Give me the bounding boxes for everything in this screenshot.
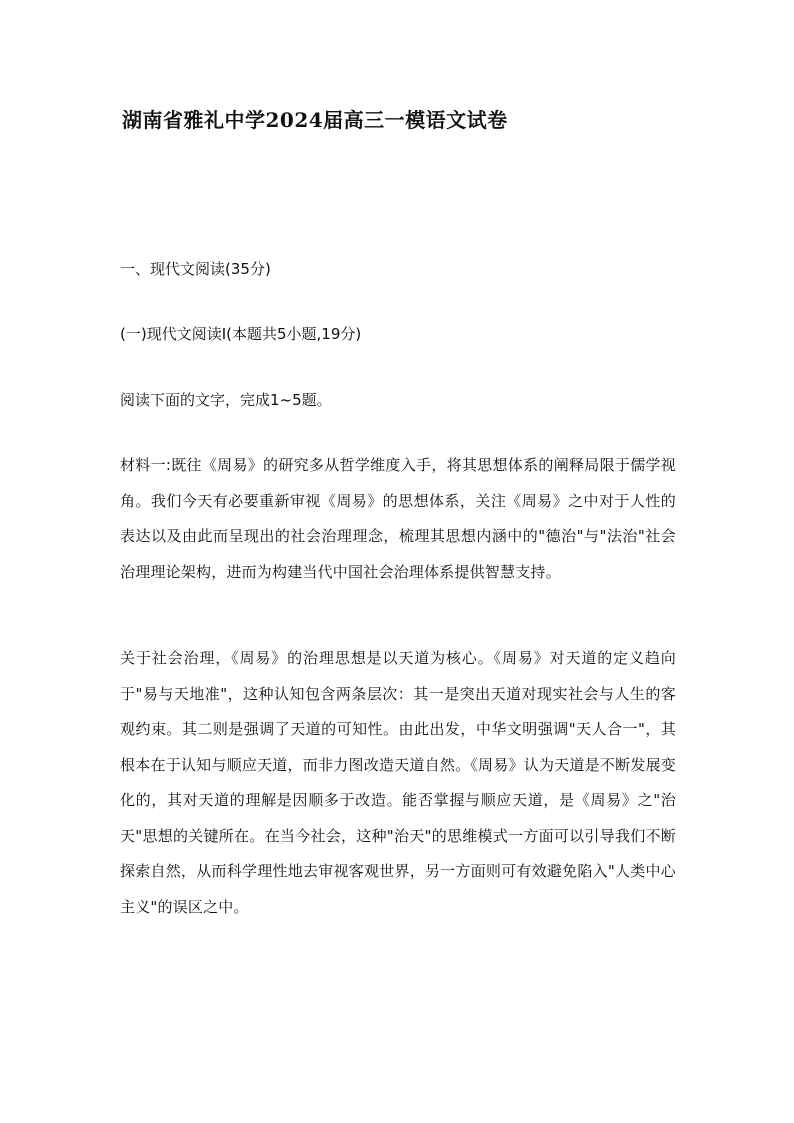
section-heading: 一、现代文阅读(35分) <box>120 260 271 278</box>
document-title: 湖南省雅礼中学2024届高三一模语文试卷 <box>122 108 508 132</box>
subsection-heading: (一)现代文阅读Ⅰ(本题共5小题,19分) <box>120 325 362 343</box>
reading-instruction: 阅读下面的文字，完成1~5题。 <box>120 391 332 409</box>
paragraph-material-one: 材料一:既往《周易》的研究多从哲学维度入手，将其思想体系的阐释局限于儒学视角。我们今天有必要重新审视《周易》的思想体系，关注《周易》之中对于人性的表达以及由此而呈现出的社会治理理念，梳理其思想内涵中的"德治"与"法治"社会治理理论架构，进而为构建当代中国社会治理体系提供智慧支持。 <box>120 456 676 581</box>
paragraph-social-governance: 关于社会治理，《周易》的治理思想是以天道为核心。《周易》对天道的定义趋向于"易与天地准"，这种认知包含两条层次：其一是突出天道对现实社会与人生的客观约束。其二则是强调了天道的可知性。由此出发，中华文明强调"天人合一"，其根本在于认知与顺应天道，而非力图改造天道自然。《周易》认为天道是不断发展变化的，其对天道的理解是因顺多于改造。能否掌握与顺应天道，是《周易》之"治天"思想的关键所在。在当今社会，这种"治天"的思维模式一方面可以引导我们不断探索自然，从而科学理性地去审视客观世界，另一方面则可有效避免陷入"人类中心主义"的误区之中。 <box>120 649 676 916</box>
